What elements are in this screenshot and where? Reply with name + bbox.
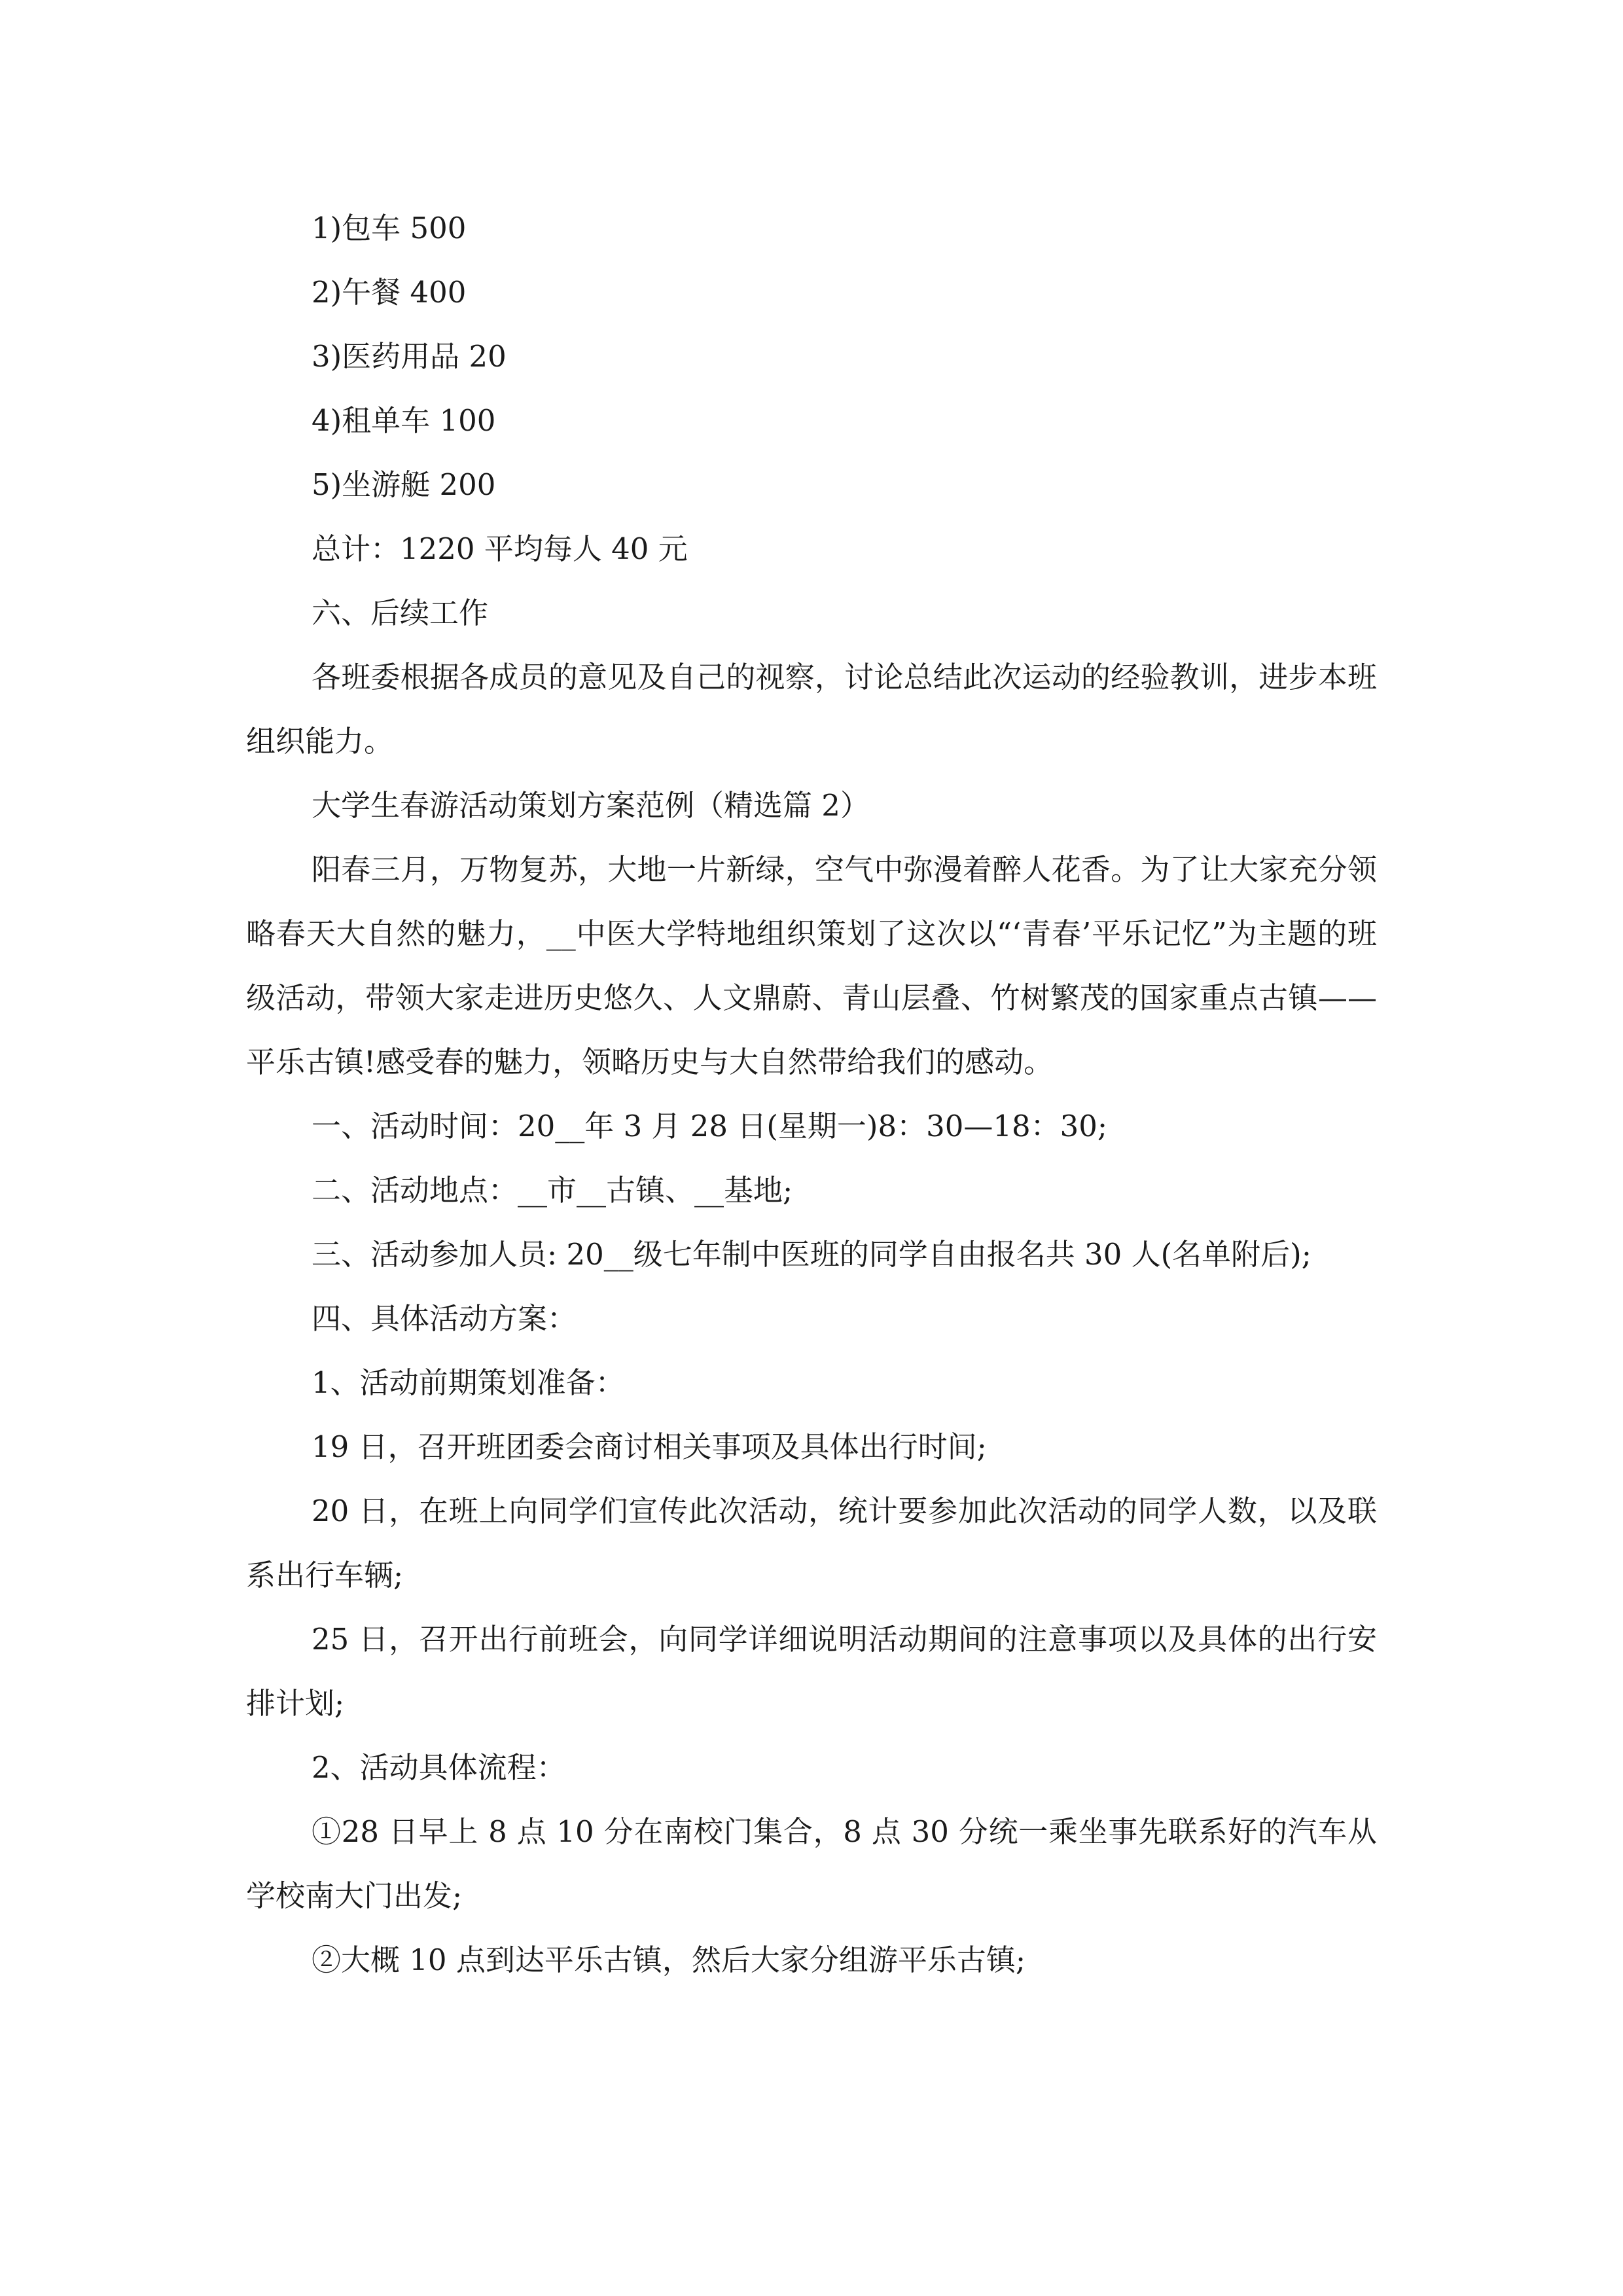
article-title: 大学生春游活动策划方案范例（精选篇 2） xyxy=(312,788,870,823)
document-body xyxy=(246,196,1377,1992)
budget-item-boat: 5)坐游艇 200 xyxy=(312,467,496,502)
followup-paragraph: 各班委根据各成员的意见及自己的视察，讨论总结此次运动的经验教训，进步本班组织能力。 xyxy=(246,660,1377,759)
budget-item-medical: 3)医药用品 20 xyxy=(312,339,507,374)
intro-paragraph: 阳春三月，万物复苏，大地一片新绿，空气中弥漫着醉人花香。为了让大家充分领略春天大自然的魅力，__中医大学特地组织策划了这次以“‘青春’平乐记忆”为主题的班级活动，带领大家走进历史悠久、人文鼎蔚、青山层叠、竹树繁茂的国家重点古镇——平乐古镇!感受春的魅力，领略历史与大自然带给我们的感动。 xyxy=(246,852,1377,1079)
prep-day-19: 19 日，召开班团委会商讨相关事项及具体出行时间; xyxy=(312,1429,987,1464)
budget-item-bike: 4)租单车 100 xyxy=(312,403,496,438)
prep-day-20: 20 日，在班上向同学们宣传此次活动，统计要参加此次活动的同学人数，以及联系出行车辆; xyxy=(246,1494,1377,1592)
subheading-process: 2、活动具体流程： xyxy=(312,1750,566,1785)
subheading-preparation: 1、活动前期策划准备： xyxy=(312,1365,625,1400)
activity-time: 一、活动时间：20__年 3 月 28 日(星期一)8：30—18：30; xyxy=(312,1109,1108,1143)
budget-item-lunch: 2)午餐 400 xyxy=(312,275,467,310)
process-step-1: ①28 日早上 8 点 10 分在南校门集合，8 点 30 分统一乘坐事先联系好的汽车从学校南大门出发; xyxy=(246,1814,1377,1913)
budget-total: 总计：1220 平均每人 40 元 xyxy=(312,531,688,566)
section-heading-followup: 六、后续工作 xyxy=(312,596,489,630)
process-step-2: ②大概 10 点到达平乐古镇，然后大家分组游平乐古镇; xyxy=(312,1943,1026,1977)
budget-item-bus: 1)包车 500 xyxy=(312,211,467,245)
prep-day-25: 25 日，召开出行前班会，向同学详细说明活动期间的注意事项以及具体的出行安排计划; xyxy=(246,1622,1377,1721)
activity-location: 二、活动地点：__市__古镇、__基地; xyxy=(312,1173,793,1208)
section-heading-plan: 四、具体活动方案： xyxy=(312,1301,577,1336)
activity-participants: 三、活动参加人员: 20__级七年制中医班的同学自由报名共 30 人(名单附后); xyxy=(312,1237,1311,1272)
